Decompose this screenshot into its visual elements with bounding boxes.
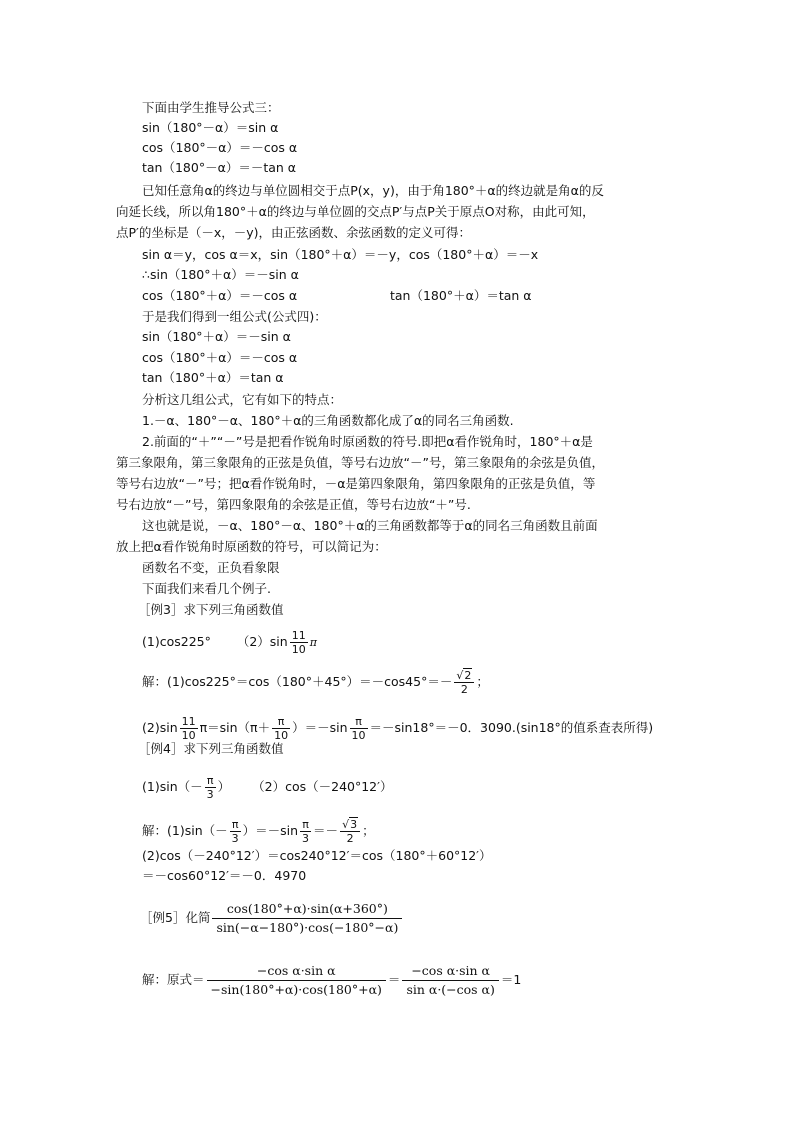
fraction: $\frac{\pi}{3}$ <box>302 818 310 845</box>
analysis-heading: 分析这几组公式，它有如下的特点： <box>142 392 343 407</box>
mnemonic: 函数名不变，正负看象限 <box>142 560 280 575</box>
fraction: $\frac{11}{10}$ <box>291 629 306 656</box>
formula-cos-180-plus: cos（180°＋α）＝－cos α <box>142 350 298 365</box>
example-4-q2: （2）cos（－240°12′） <box>252 779 393 794</box>
example-4-solution-2: (2)cos（－240°12′）＝cos240°12′＝cos（180°＋60°12′） <box>142 848 492 863</box>
paragraph-line: 向延长线，所以角180°＋α的终边与单位圆的交点P′与点P关于原点O对称，由此可知， <box>116 204 595 219</box>
tan-result: tan（180°＋α）＝tan α <box>390 288 532 303</box>
example-3-heading: ［例3］求下列三角函数值 <box>138 602 284 617</box>
feature-two-line: 号右边放“－”号，第四象限角的余弦是正值，等号右边放“＋”号. <box>116 497 471 512</box>
example-5-solution: 解：原式＝ $\frac{\text{−cos α·sin α}}{-\sin(180^\circ+\alpha)\cdot\cos(180^\circ+\alpha)}$ ＝ $\frac{\text{−cos α·sin α}}{\text{sin α·(−cos α)}}$ ＝1 <box>142 963 522 997</box>
example-4-questions: (1)sin（－ $\frac{\pi}{3}$ ） （2）cos（－240°12′） <box>142 774 393 801</box>
fraction: $\frac{\pi}{3}$ <box>231 818 239 845</box>
fraction: $\frac{\pi}{3}$ <box>206 774 214 801</box>
definition-line: sin α＝y，cos α＝x，sin（180°＋α）＝－y，cos（180°＋α）＝－x <box>142 247 539 262</box>
example-3-solution-1: 解：(1)cos225°＝cos（180°＋45°）＝－cos45°＝－ $\frac{√2}{2}$ ； <box>142 669 489 696</box>
fraction: $\frac{\text{−cos α·sin α}}{-\sin(180^\circ+\alpha)\cdot\cos(180^\circ+\alpha)}$ <box>207 962 386 999</box>
sqrt-symbol: √3 <box>342 818 358 831</box>
fraction: $\frac{\cos(180^\circ+\alpha)\cdot\sin(\alpha+360^\circ)}{\sin(-\alpha-180^\circ)\cdot\cos(-180^\circ-\alpha)}$ <box>212 900 402 937</box>
fraction: $\frac{\text{−cos α·sin α}}{\text{sin α·(−cos α)}}$ <box>402 962 498 999</box>
formula-sin-180-minus: sin（180°－α）＝sin α <box>142 120 279 135</box>
fraction: $\frac{\pi}{10}$ <box>351 715 366 742</box>
formula-cos-180-minus: cos（180°－α）＝－cos α <box>142 140 298 155</box>
formula-tan-180-plus: tan（180°＋α）＝tan α <box>142 370 284 385</box>
fraction: $\frac{11}{10}$ <box>181 715 196 742</box>
fraction: $\frac{\pi}{10}$ <box>274 715 289 742</box>
paragraph-line: 点P′的坐标是（－x，－y)，由正弦函数、余弦函数的定义可得： <box>116 225 472 240</box>
feature-one: 1.－α、180°－α、180°＋α的三角函数都化成了α的同名三角函数. <box>142 413 514 428</box>
formula-sin-180-plus: sin（180°＋α）＝－sin α <box>142 329 291 344</box>
fraction: $\frac{√3}{2}$ <box>340 818 360 845</box>
examples-intro: 下面我们来看几个例子. <box>142 581 271 596</box>
formula-four-heading: 于是我们得到一组公式(公式四)： <box>142 309 327 324</box>
feature-two-line: 第三象限角，第三象限角的正弦是负值，等号右边放“－”号，第三象限角的余弦是负值， <box>116 455 604 470</box>
summary-line: 这也就是说，－α、180°－α、180°＋α的三角函数都等于α的同名三角函数且前面 <box>142 518 598 533</box>
formula-tan-180-minus: tan（180°－α）＝－tan α <box>142 160 297 175</box>
paragraph-line: 已知任意角α的终边与单位圆相交于点P(x，y)，由于角180°＋α的终边就是角α的反 <box>142 183 604 198</box>
feature-two-line: 2.前面的“＋”“－”号是把看作锐角时原函数的符号.即把α看作锐角时，180°＋α是 <box>142 434 593 449</box>
example-3-q1: (1)cos225° <box>142 634 211 649</box>
example-3-questions: (1)cos225° （2）sin $\frac{11}{10}$ π <box>142 629 317 656</box>
intro-formula-three: 下面由学生推导公式三： <box>142 100 280 115</box>
example-4-solution-1: 解：(1)sin（－ $\frac{\pi}{3}$ ）＝－sin $\frac{\pi}{3}$ ＝－ $\frac{√3}{2}$ ； <box>142 818 375 845</box>
feature-two-line: 等号右边放“－”号；把α看作锐角时，－α是第四象限角，第四象限角的正弦是负值，等 <box>116 476 596 491</box>
example-4-heading: ［例4］求下列三角函数值 <box>138 741 284 756</box>
cos-result: cos（180°＋α）＝－cos α <box>142 288 298 303</box>
example-4-solution-2-cont: ＝－cos60°12′＝－0．4970 <box>142 868 307 883</box>
fraction: $\frac{√2}{2}$ <box>454 669 474 696</box>
example-5-question: ［例5］化简 $\frac{\cos(180^\circ+\alpha)\cdot\sin(\alpha+360^\circ)}{\sin(-\alpha-180^\circ)\cdot\cos(-180^\circ-\alpha)}$ <box>140 900 404 937</box>
therefore-sin: ∴sin（180°＋α）＝－sin α <box>142 267 299 282</box>
summary-line: 放上把α看作锐角时原函数的符号，可以简记为： <box>116 539 387 554</box>
sqrt-symbol: √2 <box>456 669 472 682</box>
example-3-solution-2: (2)sin $\frac{11}{10}$ π＝sin（π＋ $\frac{\pi}{10}$ ）＝－sin $\frac{\pi}{10}$ ＝－sin18°＝－0．3090.(sin18°的值系查表所得) <box>142 715 654 742</box>
